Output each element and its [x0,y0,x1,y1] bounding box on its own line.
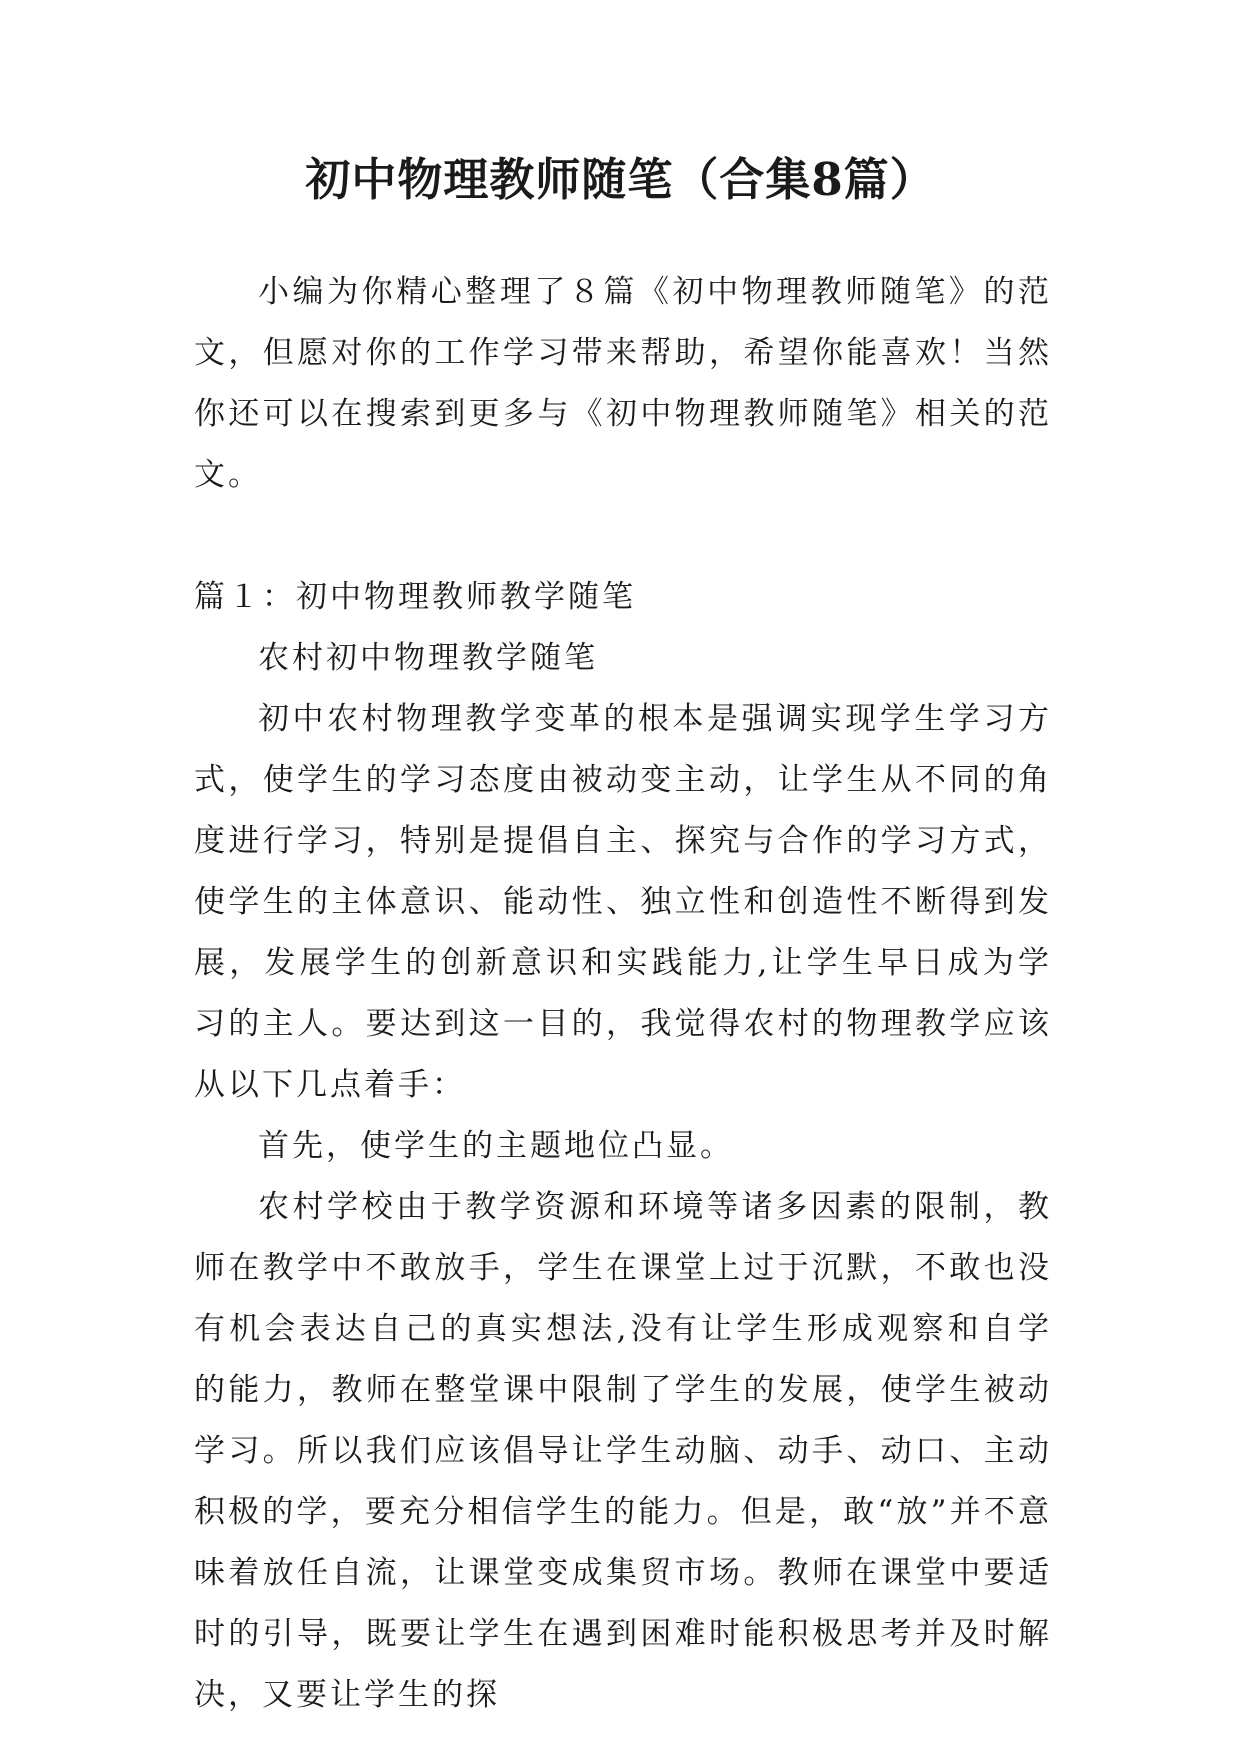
body-paragraph-2: 首先，使学生的主题地位凸显。 [258,1128,734,1164]
document-title: 初中物理教师随笔（合集8篇） [305,153,936,206]
article-title: 农村初中物理教学随笔 [258,640,598,676]
body-paragraph-3: 农村学校由于教学资源和环境等诸多因素的限制，教师在教学中不敢放手，学生在课堂上过于沉默，不敢也没有机会表达自己的真实想法,没有让学生形成观察和自学的能力，教师在整堂课中限制了学生的发展，使学生被动学习。所以我们应该倡导让学生动脑、动手、动口、主动积极的学，要充分相信学生的能力。但是，敢“放”并不意味着放任自流，让课堂变成集贸市场。教师在课堂中要适时的引导，既要让学生在遇到困难时能积极思考并及时解决，又要让学生的探 [194,1189,1052,1713]
body-paragraph-1: 初中农村物理教学变革的根本是强调实现学生学习方式，使学生的学习态度由被动变主动，让学生从不同的角度进行学习，特别是提倡自主、探究与合作的学习方式，使学生的主体意识、能动性、独立性和创造性不断得到发展，发展学生的创新意识和实践能力,让学生早日成为学习的主人。要达到这一目的，我觉得农村的物理教学应该从以下几点着手： [194,701,1052,1103]
intro-paragraph: 小编为你精心整理了８篇《初中物理教师随笔》的范文，但愿对你的工作学习带来帮助，希望你能喜欢！当然你还可以在搜索到更多与《初中物理教师随笔》相关的范文。 [194,274,1052,493]
section-heading: 篇１：初中物理教师教学随笔 [194,579,636,615]
document-body [194,262,1052,1726]
